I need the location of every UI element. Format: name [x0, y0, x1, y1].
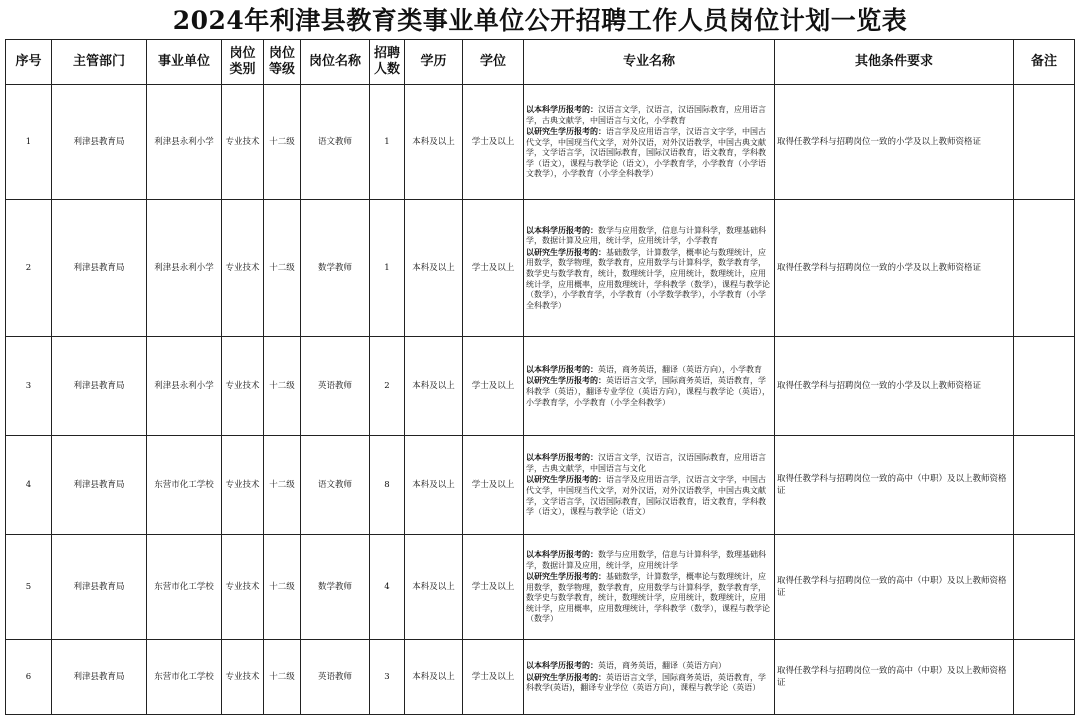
cell-seq: 3 [6, 337, 52, 436]
cell-degree: 学士及以上 [463, 85, 524, 200]
grad-majors: 基础数学，计算数学，概率论与数理统计，应用数学，数学物理，数学教育，应用数学与计算科学，数学教育学，数学史与数学教育，统计，数理统计学，应用统计，数理统计，应用统计学，应用概率，应用数理统计，学科教学（数学），课程与教学论（数学），小学教育学，小学教育（小学数学教学），小学教育（小学全科教学） [526, 247, 770, 310]
header-level: 岗位等级 [264, 40, 301, 85]
cell-seq: 1 [6, 85, 52, 200]
grad-label: 以研究生学历报考的： [526, 571, 606, 582]
undergrad-majors: 汉语言文学，汉语言，汉语国际教育，应用语言学，古典文献学，中国语言与文化，小学教育 [526, 104, 766, 125]
cell-category: 专业技术 [222, 200, 264, 337]
grad-majors: 基础数学，计算数学，概率论与数理统计，应用数学，数学物理，数学教育，应用数学与计算科学，数学教育学，数学史与数学教育，统计，数理统计学，应用统计，数理统计，应用统计学，应用概率，应用数理统计，学科教学（数学），课程与教学论（数学） [526, 572, 770, 624]
grad-majors: 语言学及应用语言学，汉语言文字学，中国古代文学，中国现当代文学，对外汉语，对外汉语教学，中国古典文献学，文学语言学，汉语国际教育，国际汉语教育，语文教育，学科教学（语文），课程与教学论（语文） [526, 475, 766, 517]
cell-conditions: 取得任教学科与招聘岗位一致的高中（中职）及以上教师资格证 [775, 436, 1014, 535]
cell-count: 8 [370, 436, 405, 535]
cell-major [524, 535, 775, 640]
header-conditions: 其他条件要求 [775, 40, 1014, 85]
cell-position: 数学教师 [301, 200, 370, 337]
cell-position: 数学教师 [301, 535, 370, 640]
grad-label: 以研究生学历报考的： [526, 246, 606, 257]
cell-count: 3 [370, 640, 405, 715]
cell-position: 英语教师 [301, 640, 370, 715]
cell-major [524, 640, 775, 715]
undergrad-majors: 数学与应用数学，信息与计算科学，数理基础科学，数据计算及应用，统计学，应用统计学 [526, 549, 766, 570]
header-position: 岗位名称 [301, 40, 370, 85]
header-unit: 事业单位 [147, 40, 222, 85]
cell-remarks [1014, 85, 1075, 200]
cell-unit: 利津县永利小学 [147, 85, 222, 200]
cell-unit: 利津县永利小学 [147, 200, 222, 337]
header-remarks: 备注 [1014, 40, 1075, 85]
undergrad-label: 以本科学历报考的： [526, 452, 598, 463]
cell-seq: 4 [6, 436, 52, 535]
cell-remarks [1014, 640, 1075, 715]
undergrad-label: 以本科学历报考的： [526, 660, 598, 671]
cell-conditions: 取得任教学科与招聘岗位一致的小学及以上教师资格证 [775, 85, 1014, 200]
cell-level: 十二级 [264, 640, 301, 715]
table-row [6, 436, 1075, 535]
cell-dept: 利津县教育局 [52, 436, 147, 535]
header-count: 招聘人数 [370, 40, 405, 85]
cell-conditions: 取得任教学科与招聘岗位一致的高中（中职）及以上教师资格证 [775, 535, 1014, 640]
cell-education: 本科及以上 [405, 640, 463, 715]
cell-category: 专业技术 [222, 85, 264, 200]
page-title: 2024年利津县教育类事业单位公开招聘工作人员岗位计划一览表 [172, 6, 908, 35]
cell-category: 专业技术 [222, 640, 264, 715]
cell-unit: 东营市化工学校 [147, 535, 222, 640]
grad-label: 以研究生学历报考的： [526, 671, 606, 682]
cell-seq: 2 [6, 200, 52, 337]
cell-remarks [1014, 200, 1075, 337]
cell-major [524, 200, 775, 337]
table-row [6, 85, 1075, 200]
cell-degree: 学士及以上 [463, 436, 524, 535]
undergrad-majors: 汉语言文学，汉语言，汉语国际教育，应用语言学，古典文献学，中国语言与文化 [526, 453, 766, 473]
cell-remarks [1014, 436, 1075, 535]
position-plan-table [5, 39, 1075, 715]
cell-major [524, 337, 775, 436]
undergrad-label: 以本科学历报考的： [526, 103, 598, 114]
cell-count: 2 [370, 337, 405, 436]
cell-level: 十二级 [264, 535, 301, 640]
cell-seq: 6 [6, 640, 52, 715]
table-row [6, 200, 1075, 337]
cell-degree: 学士及以上 [463, 640, 524, 715]
grad-majors: 英语语言文学，国际商务英语，英语教育，学科教学(英语)，翻译专业学位（英语方向），课程与教学论（英语） [526, 672, 766, 693]
cell-conditions: 取得任教学科与招聘岗位一致的高中（中职）及以上教师资格证 [775, 640, 1014, 715]
cell-level: 十二级 [264, 436, 301, 535]
cell-degree: 学士及以上 [463, 535, 524, 640]
header-major: 专业名称 [524, 40, 775, 85]
cell-unit: 利津县永利小学 [147, 337, 222, 436]
cell-category: 专业技术 [222, 436, 264, 535]
cell-dept: 利津县教育局 [52, 640, 147, 715]
undergrad-majors: 英语，商务英语，翻译（英语方向） [598, 661, 726, 671]
cell-education: 本科及以上 [405, 85, 463, 200]
cell-unit: 东营市化工学校 [147, 436, 222, 535]
undergrad-label: 以本科学历报考的： [526, 363, 598, 374]
undergrad-label: 以本科学历报考的： [526, 548, 598, 559]
header-category: 岗位类别 [222, 40, 264, 85]
cell-degree: 学士及以上 [463, 200, 524, 337]
header-row [6, 40, 1075, 85]
header-education: 学历 [405, 40, 463, 85]
table-row [6, 535, 1075, 640]
cell-unit: 东营市化工学校 [147, 640, 222, 715]
cell-conditions: 取得任教学科与招聘岗位一致的小学及以上教师资格证 [775, 337, 1014, 436]
cell-education: 本科及以上 [405, 200, 463, 337]
cell-position: 英语教师 [301, 337, 370, 436]
cell-count: 4 [370, 535, 405, 640]
undergrad-label: 以本科学历报考的： [526, 224, 598, 235]
cell-remarks [1014, 535, 1075, 640]
undergrad-majors: 英语，商务英语，翻译（英语方向），小学教育 [598, 364, 762, 374]
cell-major [524, 436, 775, 535]
cell-seq: 5 [6, 535, 52, 640]
grad-majors: 英语语言文学，国际商务英语，英语教育，学科教学（英语），翻译专业学位（英语方向），课程与教学论（英语），小学教育学，小学教育（小学全科教学） [526, 376, 770, 407]
cell-education: 本科及以上 [405, 337, 463, 436]
grad-label: 以研究生学历报考的： [526, 375, 606, 386]
cell-count: 1 [370, 85, 405, 200]
cell-count: 1 [370, 200, 405, 337]
cell-level: 十二级 [264, 200, 301, 337]
cell-dept: 利津县教育局 [52, 337, 147, 436]
header-degree: 学位 [463, 40, 524, 85]
cell-degree: 学士及以上 [463, 337, 524, 436]
cell-position: 语文教师 [301, 85, 370, 200]
cell-remarks [1014, 337, 1075, 436]
cell-dept: 利津县教育局 [52, 200, 147, 337]
cell-conditions: 取得任教学科与招聘岗位一致的小学及以上教师资格证 [775, 200, 1014, 337]
cell-level: 十二级 [264, 85, 301, 200]
cell-education: 本科及以上 [405, 535, 463, 640]
header-dept: 主管部门 [52, 40, 147, 85]
cell-category: 专业技术 [222, 535, 264, 640]
undergrad-majors: 数学与应用数学，信息与计算科学，数理基础科学，数据计算及应用，统计学，应用统计学，小学教育 [526, 225, 766, 246]
cell-category: 专业技术 [222, 337, 264, 436]
grad-label: 以研究生学历报考的： [526, 126, 606, 137]
grad-label: 以研究生学历报考的： [526, 474, 606, 485]
table-row [6, 337, 1075, 436]
grad-majors: 语言学及应用语言学，汉语言文字学，中国古代文学，中国现当代文学，对外汉语，对外汉语教学，中国古典文献学，文学语言学，汉语国际教育，国际汉语教育，语文教育，学科教学（语文），课程与教学论（语文），小学教育学，小学教育（小学语文教学），小学教育（小学全科教学） [526, 127, 766, 179]
table-row [6, 640, 1075, 715]
cell-level: 十二级 [264, 337, 301, 436]
cell-education: 本科及以上 [405, 436, 463, 535]
cell-dept: 利津县教育局 [52, 85, 147, 200]
cell-position: 语文教师 [301, 436, 370, 535]
cell-dept: 利津县教育局 [52, 535, 147, 640]
cell-major [524, 85, 775, 200]
header-seq: 序号 [6, 40, 52, 85]
